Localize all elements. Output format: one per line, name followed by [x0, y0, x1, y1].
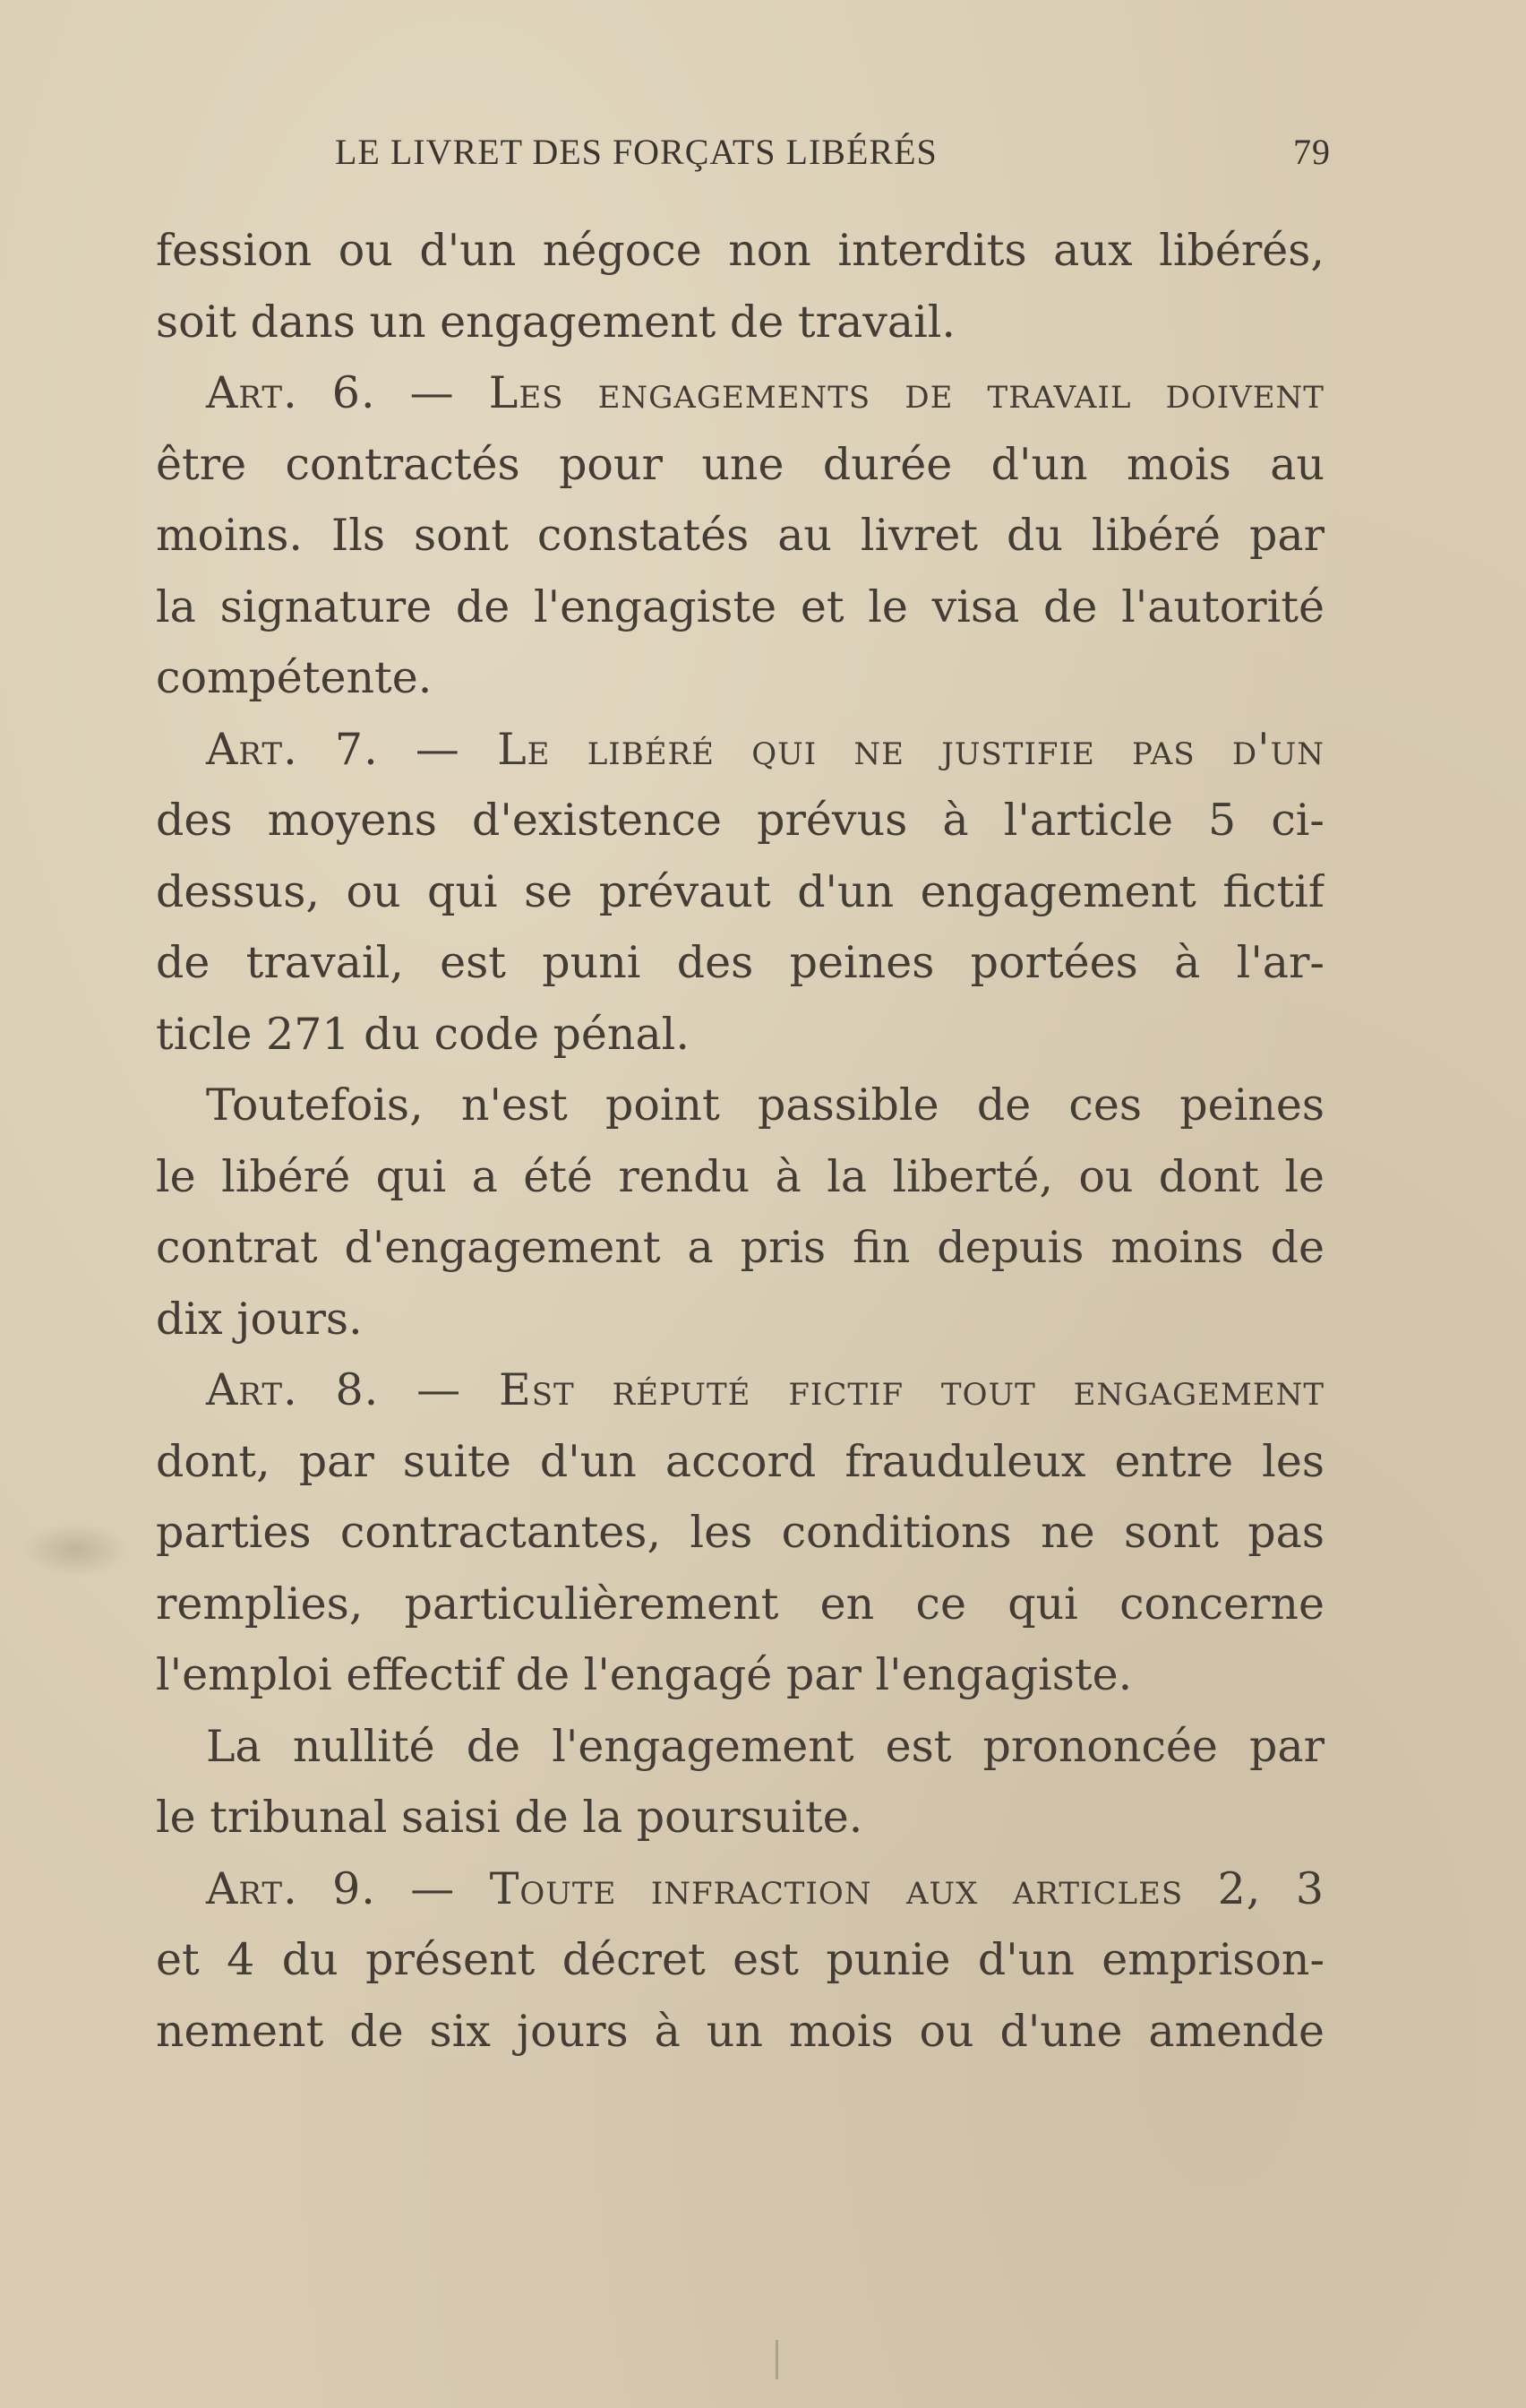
text-line: le tribunal saisi de la poursuite.	[156, 1792, 863, 1843]
article-6-heading-line: Art. 6. — Les engagements de travail doivent	[206, 367, 1325, 418]
text-line: moins. Ils sont constatés au livret du libéré par	[156, 510, 1325, 561]
text-line: de travail, est puni des peines portées à l'ar-	[156, 937, 1325, 988]
text-line: la signature de l'engagiste et le visa de l'autorité	[156, 580, 1325, 632]
text-line: l'emploi effectif de l'engagé par l'engagiste.	[156, 1649, 1133, 1700]
text-line: compétente.	[156, 652, 433, 703]
text-line: dix jours.	[156, 1293, 363, 1345]
text-line: des moyens d'existence prévus à l'article 5 ci-	[156, 795, 1325, 846]
text-line: dessus, ou qui se prévaut d'un engagement fictif	[156, 865, 1325, 917]
text-line: être contractés pour une durée d'un mois au	[156, 438, 1325, 490]
paper-smudge	[21, 1523, 129, 1577]
article-9-heading-line: Art. 9. — Toute infraction aux articles 2, 3	[206, 1862, 1325, 1914]
article-7-heading-line: Art. 7. — Le libéré qui ne justifie pas d'un	[206, 723, 1325, 775]
text-line: remplies, particulièrement en ce qui concerne	[156, 1578, 1325, 1630]
text-line: fession ou d'un négoce non interdits aux libérés,	[156, 225, 1325, 276]
paragraph-start-line: Toutefois, n'est point passible de ces peines	[206, 1079, 1325, 1131]
text-line: nement de six jours à un mois ou d'une amende	[156, 2005, 1325, 2057]
body-text	[156, 215, 1325, 2067]
text-line: ticle 271 du code pénal.	[156, 1008, 690, 1060]
paper-mark	[776, 2340, 778, 2379]
page-number: 79	[1293, 132, 1331, 172]
text-line: dont, par suite d'un accord frauduleux entre les	[156, 1435, 1325, 1487]
text-line: contrat d'engagement a pris fin depuis moins de	[156, 1222, 1325, 1273]
page-header	[335, 131, 1331, 177]
text-line: et 4 du présent décret est punie d'un emprison-	[156, 1934, 1325, 1985]
paragraph-start-line: La nullité de l'engagement est prononcée par	[206, 1720, 1325, 1772]
text-line: soit dans un engagement de travail.	[156, 296, 956, 348]
text-line: le libéré qui a été rendu à la liberté, ou dont le	[156, 1150, 1325, 1202]
text-line: parties contractantes, les conditions ne sont pas	[156, 1507, 1325, 1558]
article-8-heading-line: Art. 8. — Est réputé fictif tout engagement	[206, 1364, 1325, 1415]
running-title: LE LIVRET DES FORÇATS LIBÉRÉS	[335, 132, 938, 172]
